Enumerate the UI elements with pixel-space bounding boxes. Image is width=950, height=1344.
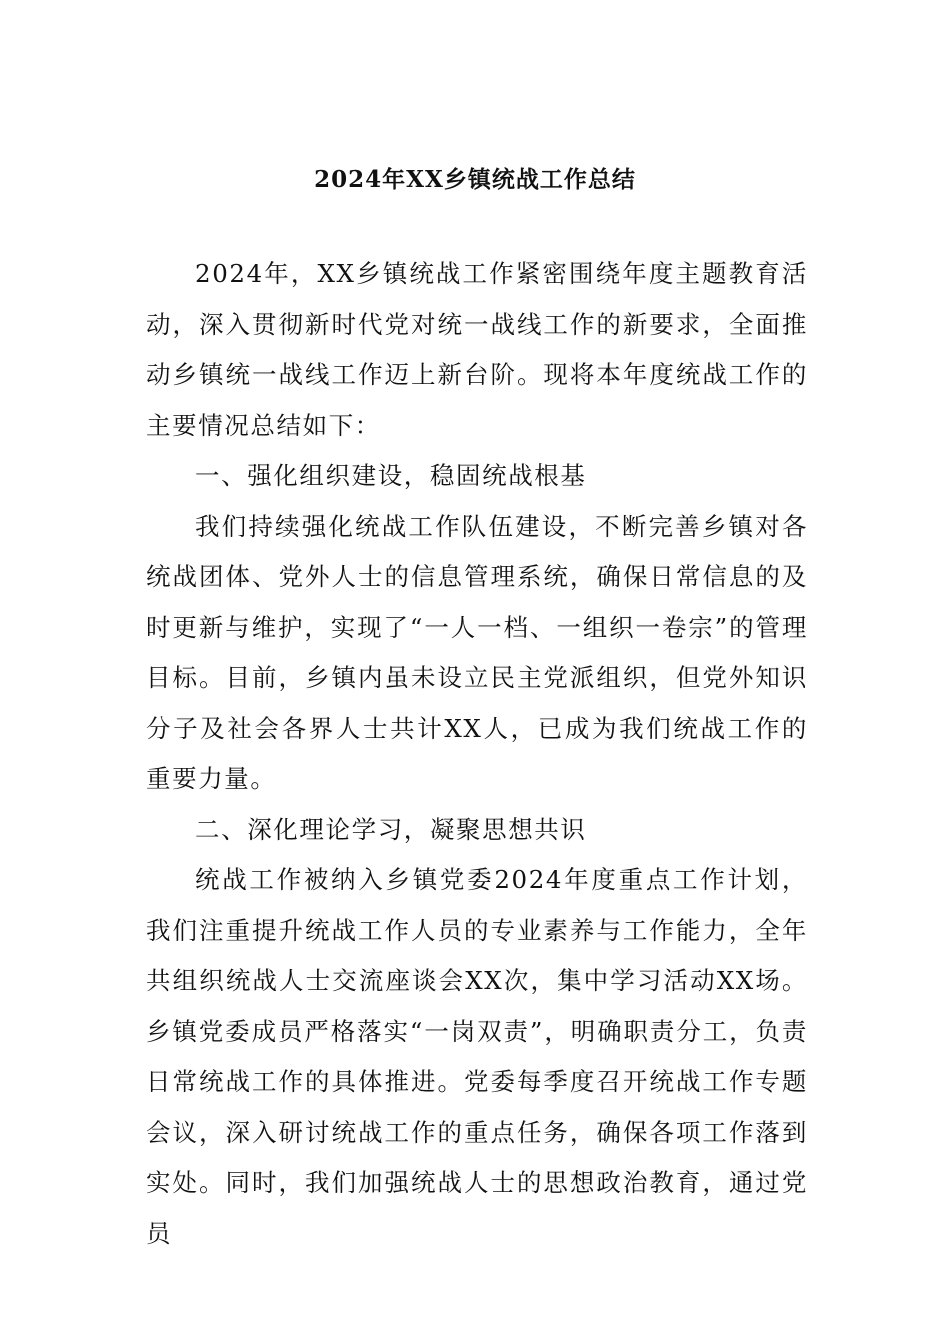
intro-paragraph: 2024年，XX乡镇统战工作紧密围绕年度主题教育活动，深入贯彻新时代党对统一战线工作的新要求，全面推动乡镇统一战线工作迈上新台阶。现将本年度统战工作的主要情况总结如下：: [146, 259, 808, 440]
section-heading-2: 二、深化理论学习，凝聚思想共识: [195, 814, 587, 844]
section-body-1: 我们持续强化统战工作队伍建设，不断完善乡镇对各统战团体、党外人士的信息管理系统，确保日常信息的及时更新与维护，实现了“一人一档、一组织一卷宗”的管理目标。目前，乡镇内虽未设立民主党派组织，但党外知识分子及社会各界人士共计XX人，已成为我们统战工作的重要力量。: [146, 511, 808, 793]
document-body: [146, 249, 808, 1259]
section-body-2: 统战工作被纳入乡镇党委2024年度重点工作计划，我们注重提升统战工作人员的专业素养与工作能力，全年共组织统战人士交流座谈会XX次，集中学习活动XX场。乡镇党委成员严格落实“一岗双责”，明确职责分工，负责日常统战工作的具体推进。党委每季度召开统战工作专题会议，深入研讨统战工作的重点任务，确保各项工作落到实处。同时，我们加强统战人士的思想政治教育，通过党员: [146, 865, 808, 1248]
document-title: 2024年XX乡镇统战工作总结: [314, 166, 636, 193]
section-heading-1: 一、强化组织建设，稳固统战根基: [195, 461, 587, 490]
